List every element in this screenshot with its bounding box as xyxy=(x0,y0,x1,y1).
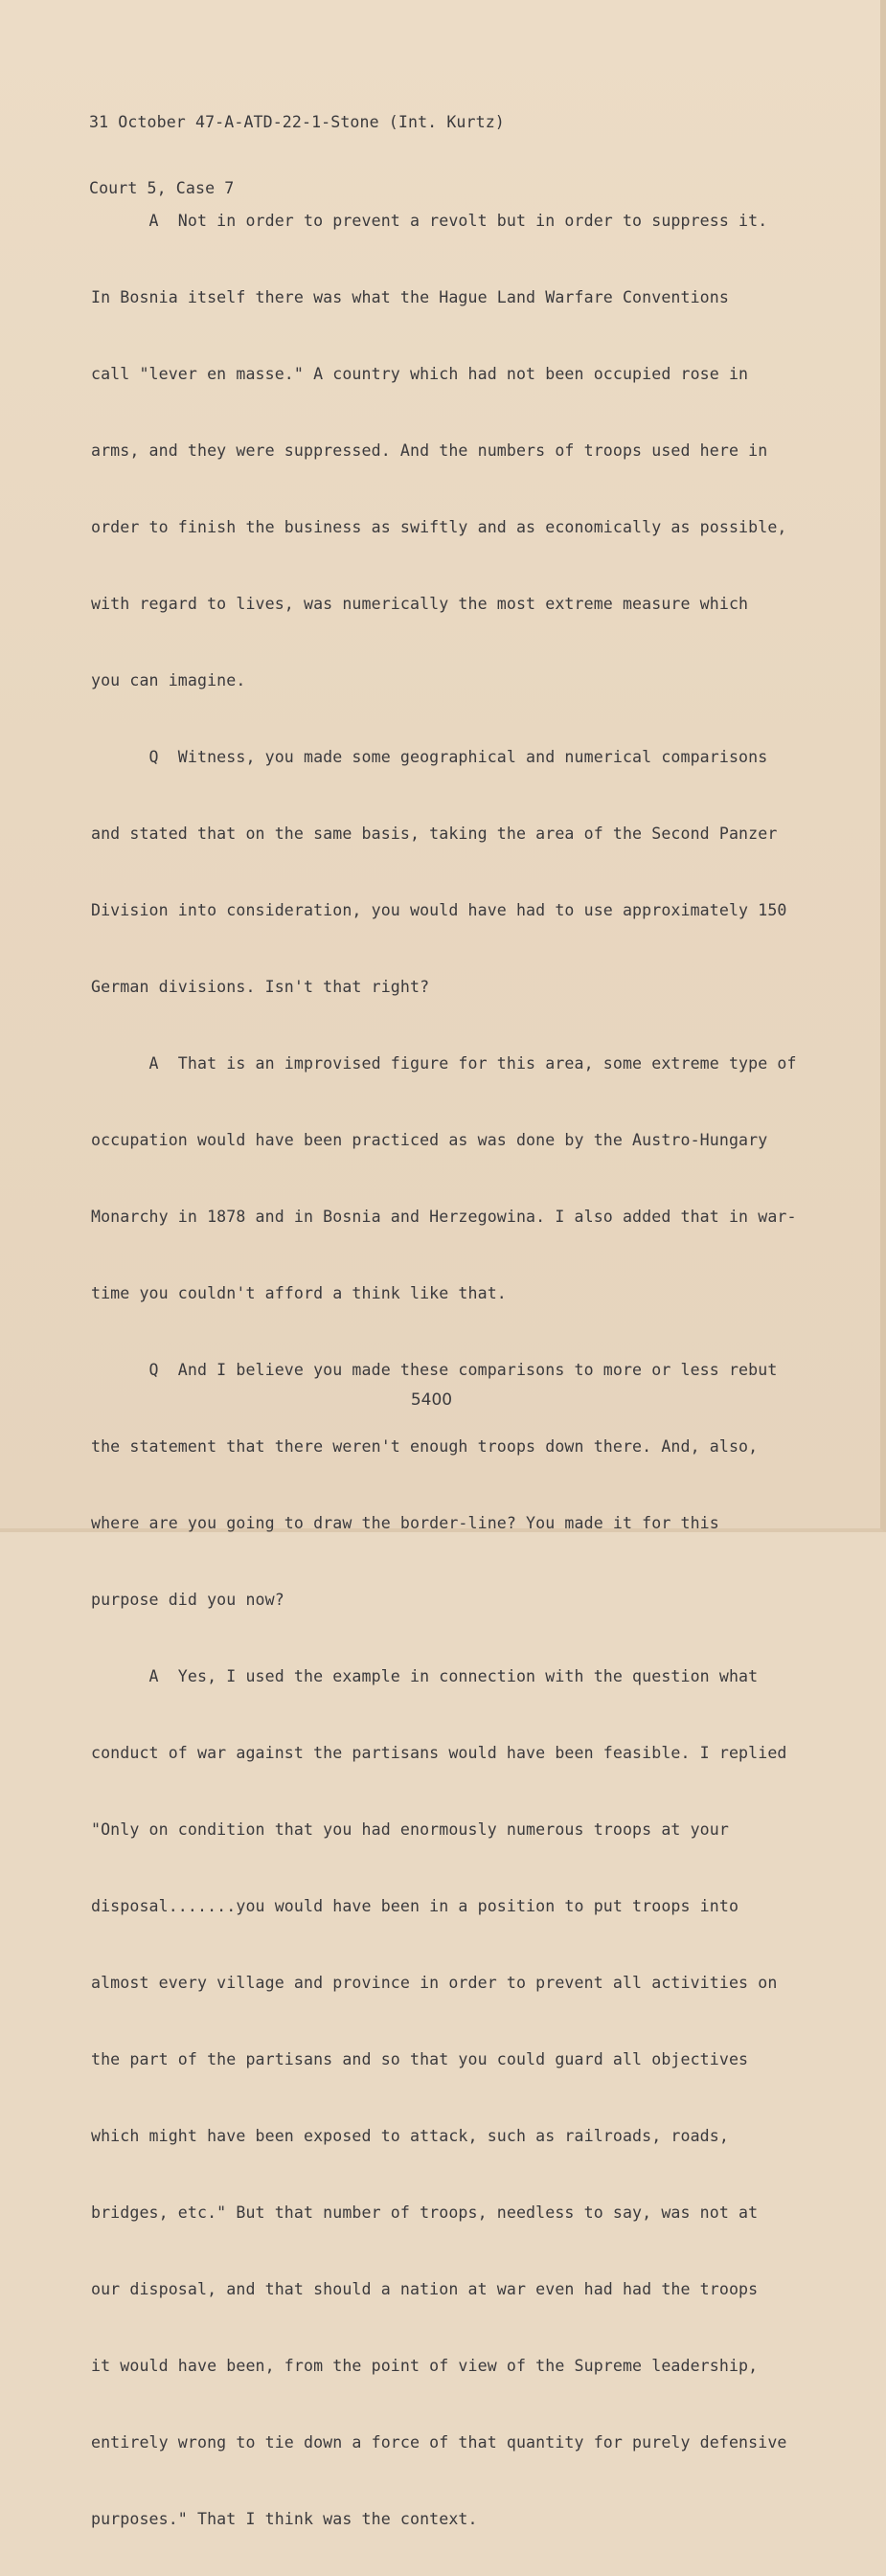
testimony-body xyxy=(91,165,797,2576)
body-line: A Yes, I used the example in connection with the question what xyxy=(91,1667,759,1685)
body-line: time you couldn't afford a think like that. xyxy=(91,1284,507,1302)
body-line: almost every village and province in order to prevent all activities on xyxy=(91,1974,778,1992)
body-line: bridges, etc." But that number of troops, needless to say, was not at xyxy=(91,2203,759,2222)
page-number: 5400 xyxy=(410,1390,453,1410)
body-line: where are you going to draw the border-line? You made it for this xyxy=(91,1514,719,1532)
header-date-reference: 31 October 47-A-ATD-22-1-Stone (Int. Kurtz) xyxy=(89,113,505,131)
header-court-case: Court 5, Case 7 xyxy=(89,179,235,197)
body-line: In Bosnia itself there was what the Hague Land Warfare Conventions xyxy=(91,288,729,306)
body-line: and stated that on the same basis, taking the area of the Second Panzer xyxy=(91,825,778,843)
body-line: with regard to lives, was numerically the most extreme measure which xyxy=(91,595,749,613)
body-line: A Not in order to prevent a revolt but in order to suppress it. xyxy=(91,212,768,230)
body-line: Monarchy in 1878 and in Bosnia and Herzegowina. I also added that in war- xyxy=(91,1208,797,1226)
body-line: Q And I believe you made these comparisons to more or less rebut xyxy=(91,1361,778,1379)
body-line: which might have been exposed to attack, such as railroads, roads, xyxy=(91,2127,729,2145)
body-line: the part of the partisans and so that you could guard all objectives xyxy=(91,2050,749,2068)
body-line: A That is an improvised figure for this area, some extreme type of xyxy=(91,1054,797,1073)
body-line: arms, and they were suppressed. And the numbers of troops used here in xyxy=(91,441,768,460)
body-line: our disposal, and that should a nation at war even had had the troops xyxy=(91,2280,759,2298)
body-line: "Only on condition that you had enormously numerous troops at your xyxy=(91,1820,729,1839)
body-line: conduct of war against the partisans would have been feasible. I replied xyxy=(91,1744,787,1762)
body-line: order to finish the business as swiftly and as economically as possible, xyxy=(91,518,787,536)
body-line: disposal.......you would have been in a position to put troops into xyxy=(91,1897,739,1915)
body-line: occupation would have been practiced as was done by the Austro-Hungary xyxy=(91,1131,768,1149)
body-line: German divisions. Isn't that right? xyxy=(91,978,430,996)
body-line: it would have been, from the point of view of the Supreme leadership, xyxy=(91,2357,759,2375)
body-line: call "lever en masse." A country which had not been occupied rose in xyxy=(91,365,749,383)
body-line: entirely wrong to tie down a force of that quantity for purely defensive xyxy=(91,2433,787,2452)
body-line: the statement that there weren't enough troops down there. And, also, xyxy=(91,1437,759,1456)
body-line: purpose did you now? xyxy=(91,1591,284,1609)
body-line: purposes." That I think was the context. xyxy=(91,2510,478,2528)
body-line: Q Witness, you made some geographical and numerical comparisons xyxy=(91,748,768,766)
body-line: you can imagine. xyxy=(91,671,246,689)
body-line: Division into consideration, you would have had to use approximately 150 xyxy=(91,901,787,919)
